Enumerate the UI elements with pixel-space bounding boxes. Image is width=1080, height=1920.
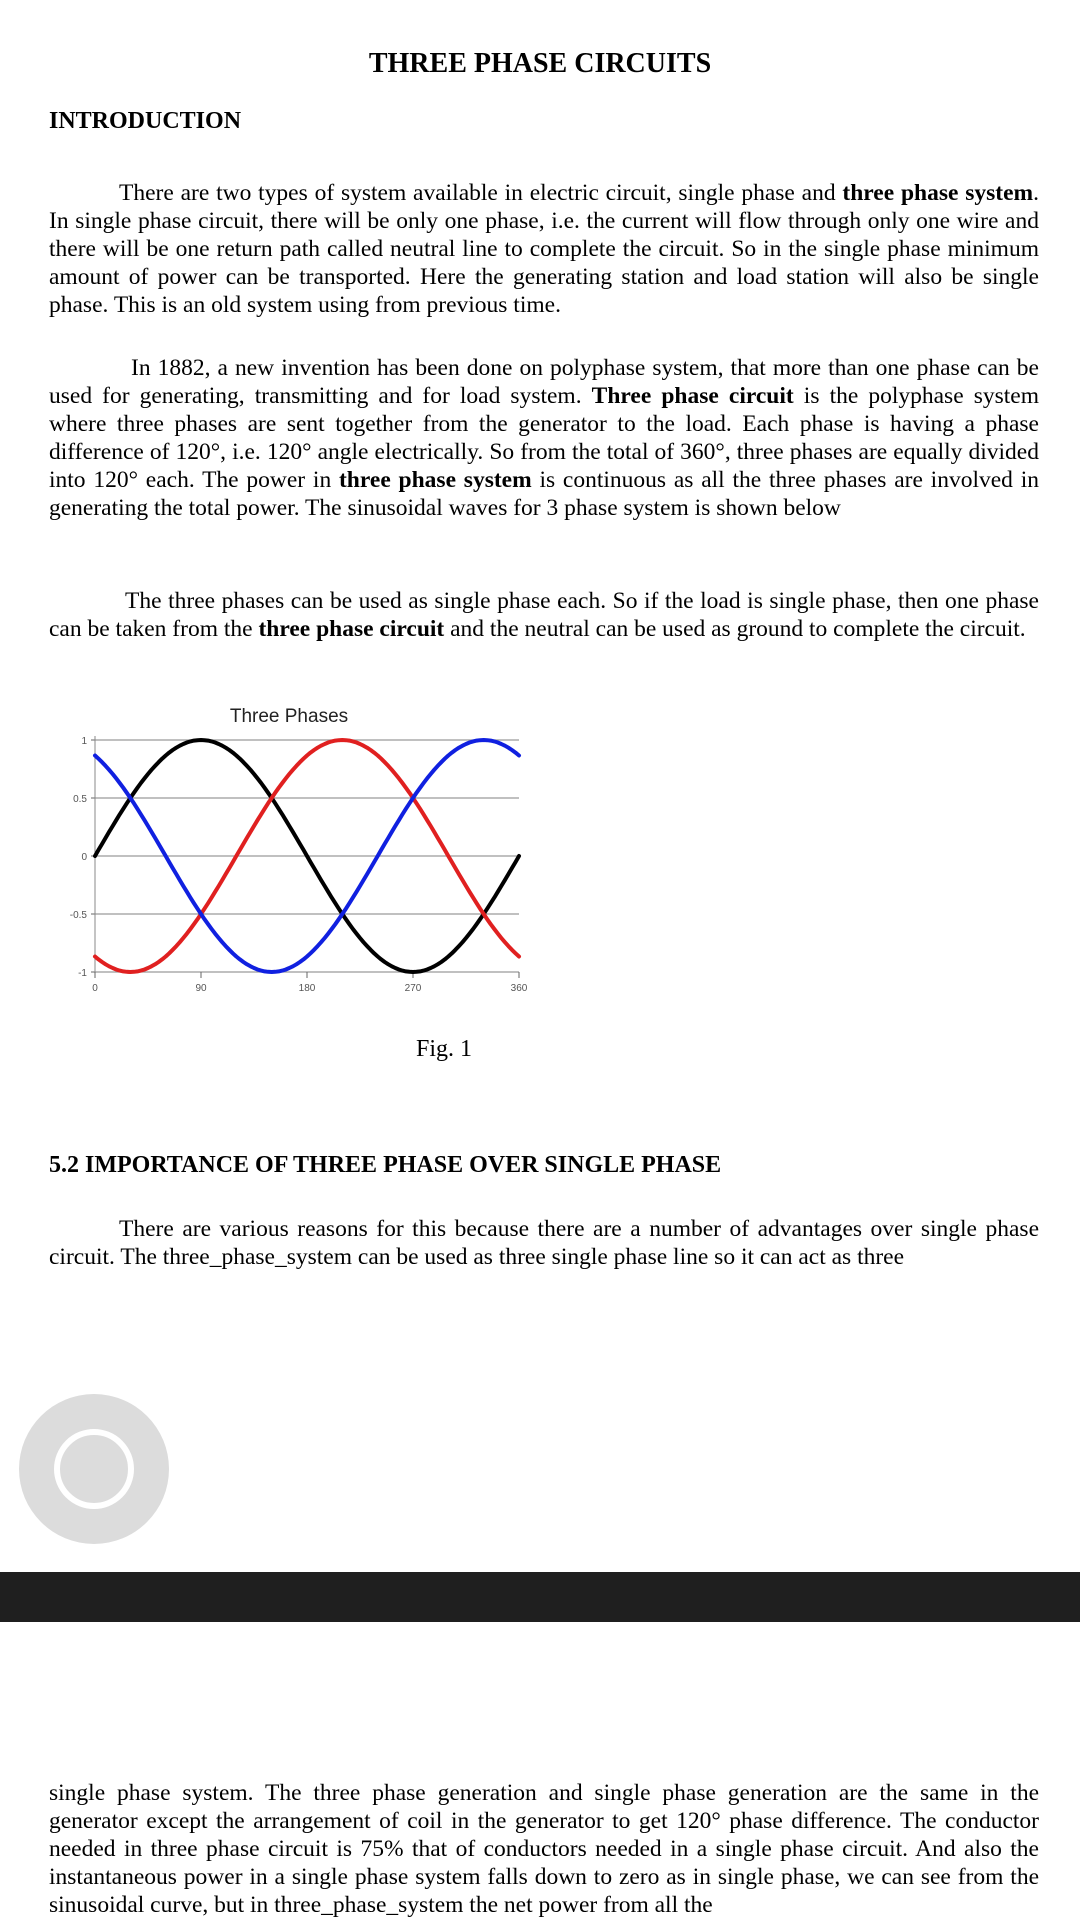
- y-tick-label: -0.5: [69, 910, 87, 921]
- y-tick-label: -1: [78, 968, 87, 979]
- text-run: is the polyphase system where three phases are sent together from the generator to the load. Each phase is having a phase difference of 120°, i.e. 120° angle electrically. So from the total of 360°, three phases are equally divided into 120° each. The power in: [49, 383, 1039, 493]
- text-run: is continuous as all the three phases are involved in generating the total power. The sinusoidal waves for 3 phase system is shown below: [49, 467, 1039, 521]
- three-phase-chart: [44, 697, 534, 1010]
- bold-term: three phase circuit: [258, 616, 445, 642]
- intro-heading: INTRODUCTION: [49, 108, 242, 134]
- y-tick-label: 1: [81, 736, 87, 747]
- intro-paragraph-1: [49, 179, 1039, 319]
- record-button[interactable]: [19, 1394, 169, 1544]
- bold-term: Three phase circuit: [591, 383, 794, 409]
- intro-paragraph-3: [49, 587, 1039, 643]
- intro-paragraph-2: [49, 354, 1039, 522]
- importance-heading: 5.2 IMPORTANCE OF THREE PHASE OVER SINGLE PHASE: [49, 1152, 722, 1178]
- bold-term: three phase system: [338, 467, 532, 493]
- record-circle-icon: [54, 1429, 134, 1509]
- text-run: . In single phase circuit, there will be only one phase, i.e. the current will flow through only one wire and there will be one return path called neutral line to complete the circuit. So in the single phase minimum amount of power can be transported. Here the generating station and load station will also be single phase. This is an old system using from previous time.: [49, 180, 1039, 318]
- x-tick-label: 180: [298, 983, 316, 994]
- figure-caption: Fig. 1: [416, 1036, 473, 1062]
- y-tick-label: 0.5: [73, 794, 87, 805]
- text-run: There are two types of system available in electric circuit, single phase and: [119, 180, 843, 206]
- text-run: single phase system. The three phase generation and single phase generation are the same in the generator except the arrangement of coil in the generator to get 120° phase difference. The conductor needed in three phase circuit is 75% that of conductors needed in a single phase circuit. And also the instantaneous power in a single phase system falls down to zero as in single phase, we can see from the sinusoidal curve, but in three_phase_system the net power from all the: [49, 1780, 1039, 1918]
- y-tick-label: 0: [81, 852, 87, 863]
- text-run: and the neutral can be used as ground to complete the circuit.: [444, 616, 1026, 642]
- document-title: THREE PHASE CIRCUITS: [368, 48, 712, 79]
- continued-paragraph: [49, 1779, 1039, 1919]
- bold-term: three phase system: [842, 180, 1034, 206]
- x-tick-label: 0: [92, 983, 98, 994]
- x-tick-label: 90: [195, 983, 207, 994]
- x-tick-label: 270: [404, 983, 422, 994]
- page-separator: [0, 1572, 1080, 1622]
- chart-title: Three Phases: [229, 706, 349, 727]
- x-tick-label: 360: [510, 983, 528, 994]
- text-run: In 1882, a new invention has been done on polyphase system, that more than one phase can be used for generating, transmitting and for load system.: [49, 355, 1039, 409]
- importance-paragraph: [49, 1215, 1039, 1271]
- text-run: There are various reasons for this because there are a number of advantages over single phase circuit. The three_phase_system can be used as three single phase line so it can act as three: [49, 1216, 1039, 1270]
- text-run: The three phases can be used as single phase each. So if the load is single phase, then one phase can be taken from the: [49, 588, 1039, 642]
